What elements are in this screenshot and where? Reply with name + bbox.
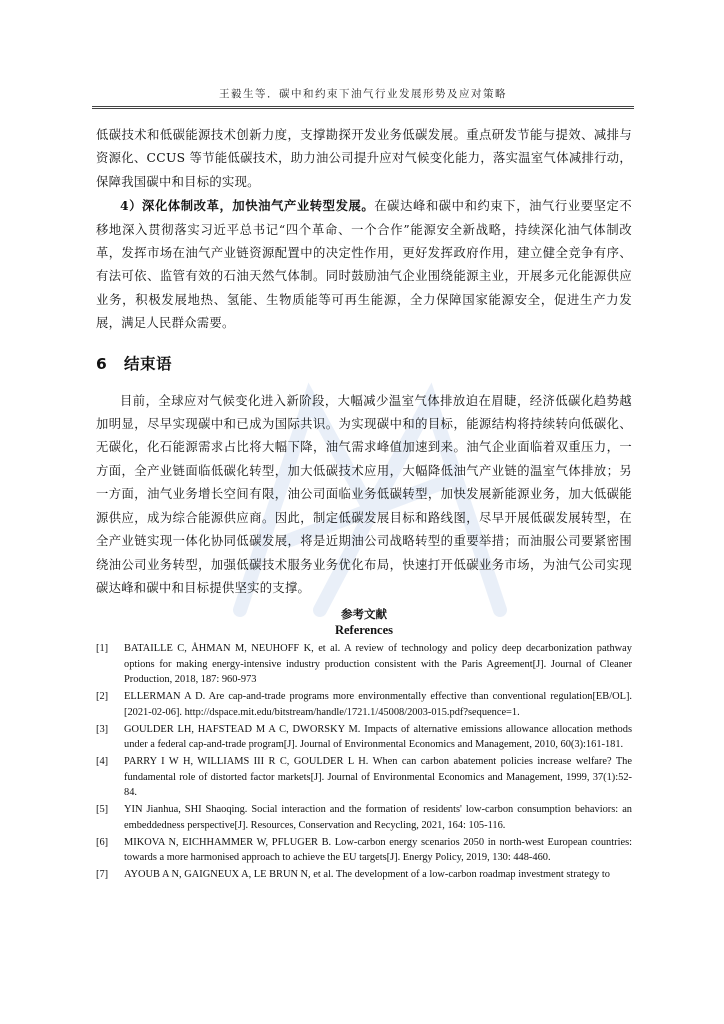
paragraph-conclusion: 目前，全球应对气候变化进入新阶段，大幅减少温室气体排放迫在眉睫，经济低碳化趋势越加明显，尽早实现碳中和已成为国际共识。为实现碳中和的目标，能源结构将持续转向低碳化、无碳化，化石能源需求占比将大幅下降，油气需求峰值加速到来。油气企业面临着双重压力，一方面，全产业链面临低碳化转型，加大低碳技术应用，大幅降低油气产业链的温室气体排放；另一方面，油气业务增长空间有限，油公司面临业务低碳转型，加快发展新能源业务，加大低碳能源供应，成为综合能源供应商。因此，制定低碳发展目标和路线图，尽早开展低碳发展转型，在全产业链实现一体化协同低碳发展，将是近期油公司战略转型的重要举措；而油服公司要紧密围绕油公司业务转型，加强低碳技术服务业务优化布局，快速打开低碳业务市场，为油气公司实现碳达峰和碳中和目标提供坚实的支撑。 [96,393,632,595]
reference-text: YIN Jianhua, SHI Shaoqing. Social interaction and the formation of residents' low-carbon consumption behaviors: an embeddedness perspective[J]. Resources, Conservation and Recycling, 2021, 164: 105-116. [124,804,632,831]
paragraph-system-reform [96,194,632,335]
reference-item [96,722,632,753]
reference-index: [1] [96,643,109,655]
reference-index: [3] [96,723,109,735]
reference-index: [6] [96,836,109,848]
reference-item [96,754,632,800]
reference-index: [7] [96,869,109,881]
reference-text: PARRY I W H, WILLIAMS III R C, GOULDER L H. When can carbon abatement policies increase welfare? The fundamental role of distorted factor markets[J]. Journal of Environmental Economics and Management, 1999, 37(1):52-84. [124,756,632,798]
reference-index: [5] [96,804,109,816]
reference-text: AYOUB A N, GAIGNEUX A, LE BRUN N, et al. The development of a low-carbon roadmap investment strategy to [124,869,610,881]
section-heading [96,352,632,374]
page-body [96,124,632,885]
reference-item [96,689,632,720]
section-title: 结束语 [124,354,173,373]
reference-index: [4] [96,756,109,768]
references-heading-zh: 参考文献 [341,607,387,622]
reference-item [96,835,632,866]
paragraph-lead: 4）深化体制改革，加快油气产业转型发展。 [120,198,375,214]
reference-item [96,867,632,882]
reference-index: [2] [96,691,109,703]
reference-text: GOULDER LH, HAFSTEAD M A C, DWORSKY M. Impacts of alternative emissions allowance allocation methods under a federal cap-and-trade program[J]. Journal of Environmental Economics and Management, 2010, 60(3):161-181. [124,723,632,751]
references-heading-en: References [334,623,394,638]
reference-text: MIKOVA N, EICHHAMMER W, PFLUGER B. Low-carbon energy scenarios 2050 in north-west European countries: towards a more harmonised approach to achieve the EU targets[J]. Energy Policy, 2019, 130: 448-460. [124,836,632,864]
reference-text: BATAILLE C, ÅHMAN M, NEUHOFF K, et al. A review of technology and policy deep decarbonization pathway options for making energy-intensive industry production consistent with the Paris Agreement[J]. Journal of Cleaner Production, 2018, 187: 960-973 [124,643,632,685]
running-header: 王毅生等．碳中和约束下油气行业发展形势及应对策略 [92,86,634,107]
reference-text: ELLERMAN A D. Are cap-and-trade programs more environmentally effective than conventional regulation[EB/OL]. [2021-02-06]. http://dspace.mit.edu/bitstream/handle/1721.1/45008/2003-015.pdf?sequence=1. [124,691,632,718]
paragraph-low-carbon-tech: 低碳技术和低碳能源技术创新力度，支撑勘探开发业务低碳发展。重点研发节能与提效、减排与资源化、CCUS 等节能低碳技术，助力油公司提升应对气候变化能力，落实温室气体减排行动，保障我国碳中和目标的实现。 [96,128,632,189]
section-number: 6 [96,354,108,373]
reference-item [96,641,632,687]
paragraph-body: 在碳达峰和碳中和约束下，油气行业要坚定不移地深入贯彻落实习近平总书记“四个革命、一个合作”能源安全新战略，持续深化油气体制改革，发挥市场在油气产业链资源配置中的决定性作用，更好发挥政府作用，建立健全竞争有序、有法可依、监管有效的石油天然气体制。同时鼓励油气企业围绕能源主业，开展多元化能源供应业务，积极发展地热、氢能、生物质能等可再生能源，全力保障国家能源安全，促进生产力发展，满足人民群众需要。 [96,199,632,331]
reference-list [96,641,632,882]
reference-item [96,802,632,833]
